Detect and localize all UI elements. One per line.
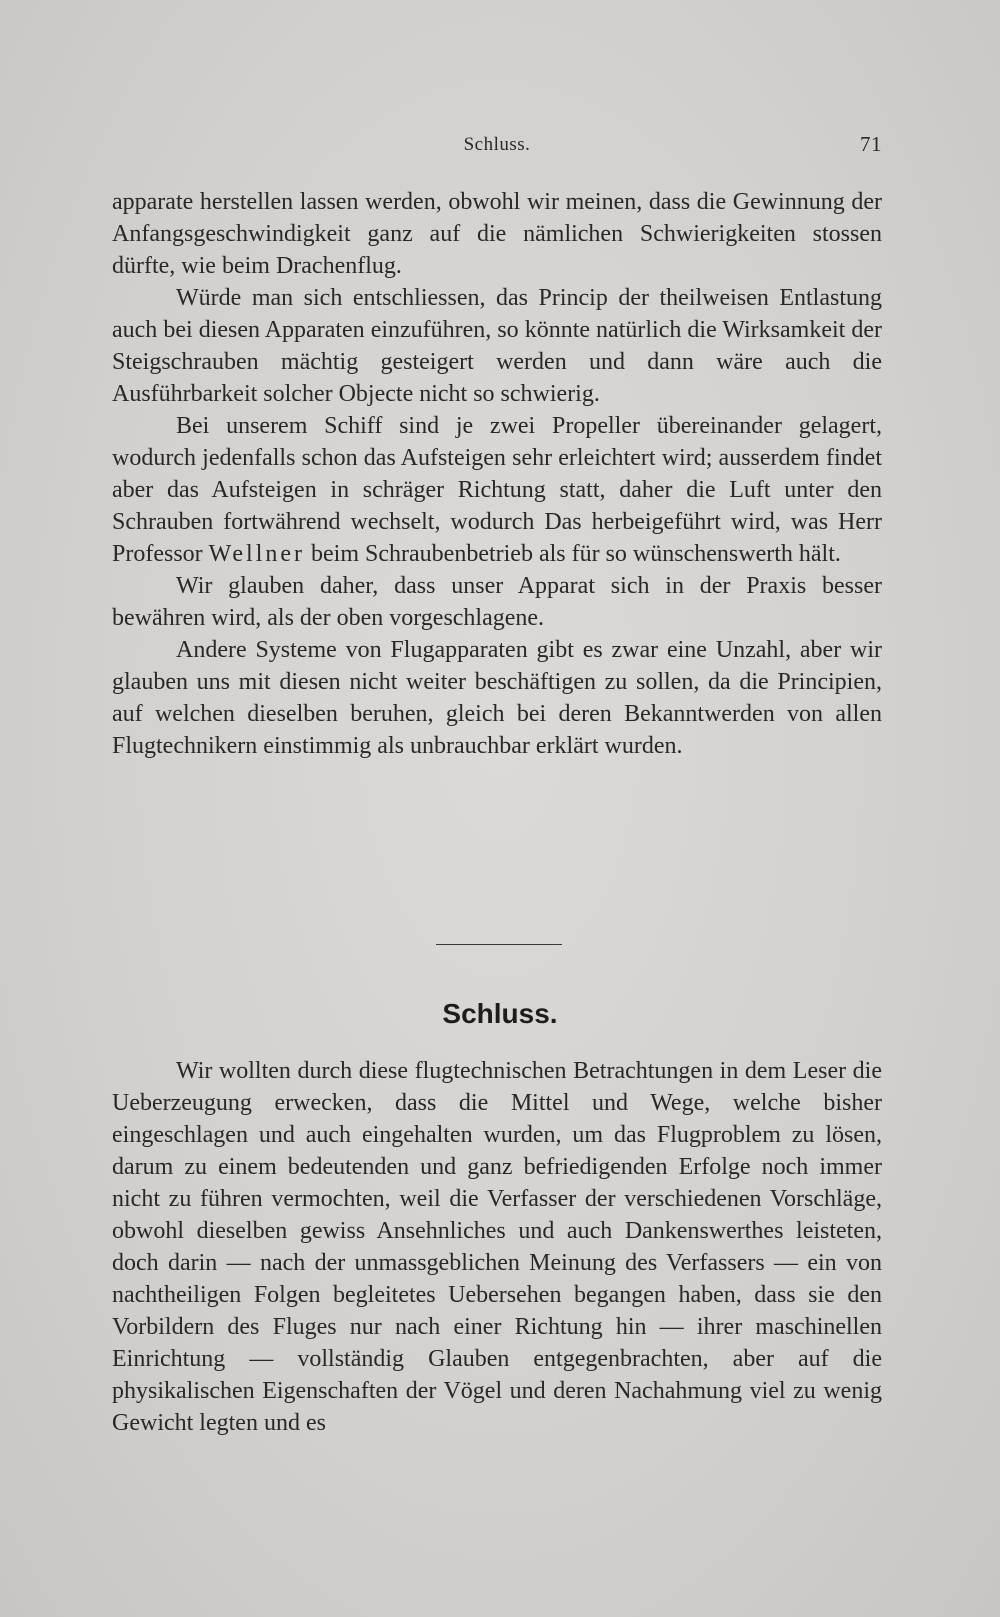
paragraph-andere-systeme: Andere Systeme von Flugapparaten gibt es zwar eine Unzahl, aber wir glauben uns mit diesen nicht weiter beschäftigen zu sollen, da die Principien, auf welchen dieselben beruhen, gleich bei deren Bekanntwerden von allen Flugtechnikern einstimmig als unbrauchbar erklärt wurden. <box>112 637 882 759</box>
paragraph-propeller-text-after: beim Schraubenbetrieb als für so wünschenswerth hält. <box>305 541 841 567</box>
body-text-bottom <box>112 1055 882 1439</box>
paragraph-continuation: apparate herstellen lassen werden, obwohl wir meinen, dass die Gewinnung der Anfangsgeschwindigkeit ganz auf die nämlichen Schwierigkeiten stossen dürfte, wie beim Drachenflug. <box>112 189 882 279</box>
paragraph-propeller-text-before: Bei unserem Schiff sind je zwei Propeller übereinander gelagert, wodurch jedenfalls schon das Aufsteigen sehr erleichtert wird; ausserdem findet aber das Aufsteigen in schräger Richtung statt, daher die Luft unter den Schrauben fortwährend wechselt, wodurch Das herbeigeführt wird, was Herr Professor <box>112 413 882 567</box>
running-head <box>112 134 882 164</box>
paragraph-schluss: Wir wollten durch diese flugtechnischen Betrachtungen in dem Leser die Ueberzeugung erwecken, dass die Mittel und Wege, welche bisher eingeschlagen und auch eingehalten wurden, um das Flugproblem zu lösen, darum zu einem bedeutenden und ganz befriedigenden Erfolge noch immer nicht zu führen vermochten, weil die Verfasser der verschiedenen Vorschläge, obwohl dieselben gewiss Ansehnliches und auch Dankenswerthes leisteten, doch darin — nach der unmassgeblichen Meinung des Verfassers — ein von nachtheiligen Folgen begleitetes Uebersehen begangen haben, dass sie den Vorbildern des Fluges nur nach einer Richtung hin — ihrer maschinellen Einrichtung — vollständig Glauben entgegenbrachten, aber auf die physikalischen Eigenschaften der Vögel und deren Nachahmung viel zu wenig Gewicht legten und es <box>112 1058 882 1436</box>
paragraph-praxis: Wir glauben daher, dass unser Apparat sich in der Praxis besser bewähren wird, als der oben vorgeschlagene. <box>112 573 882 631</box>
section-divider <box>436 944 562 945</box>
section-heading: Schluss. <box>442 998 558 1029</box>
page-number: 71 <box>860 132 882 156</box>
body-text-top <box>112 186 882 762</box>
paragraph-propeller <box>112 410 882 570</box>
paragraph-entlastung: Würde man sich entschliessen, das Princip der theilweisen Entlastung auch bei diesen Apparaten einzuführen, so könnte natürlich die Wirksamkeit der Steigschrauben mächtig gesteigert werden und dann wäre auch die Ausführbarkeit solcher Objecte nicht so schwierig. <box>112 285 882 407</box>
running-title: Schluss. <box>463 134 531 155</box>
name-wellner: Wellner <box>208 541 306 567</box>
